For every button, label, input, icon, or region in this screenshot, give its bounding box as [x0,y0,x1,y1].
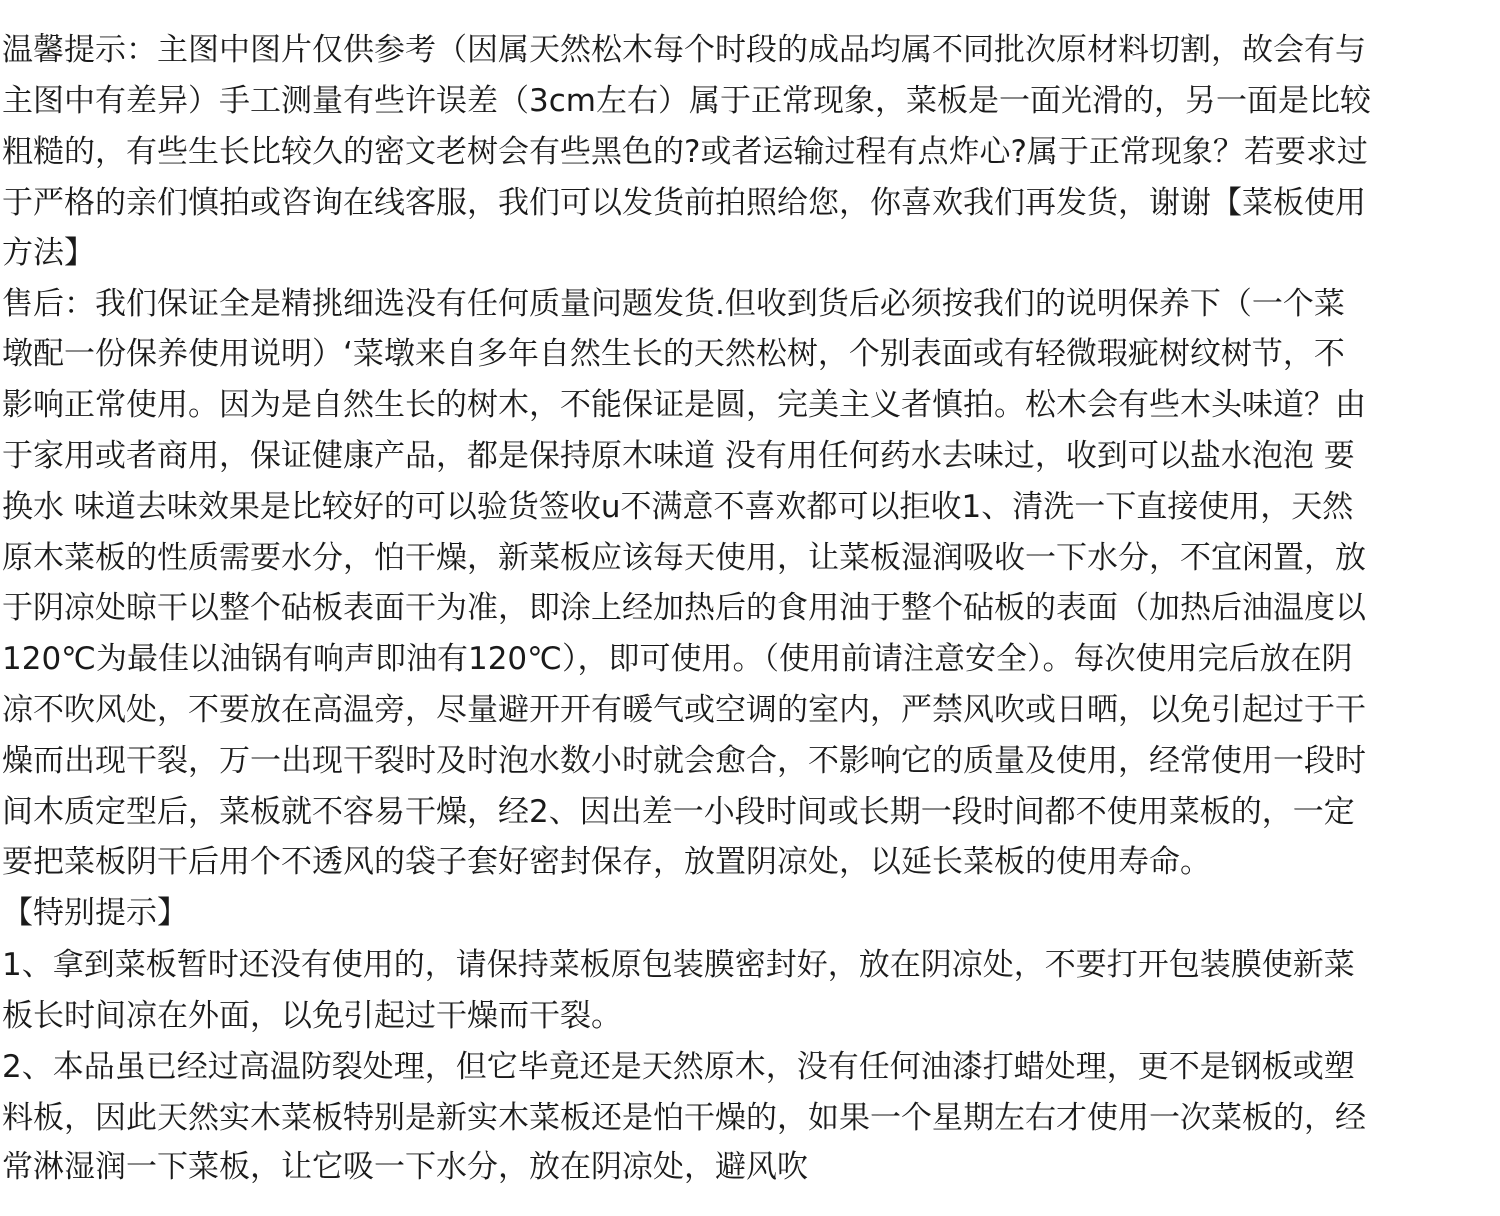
text-line: 温馨提示：主图中图片仅供参考（因属天然松木每个时段的成品均属不同批次原材料切割，故会有与 [2,32,1366,68]
text-line: 于严格的亲们慎拍或咨询在线客服，我们可以发货前拍照给您，你喜欢我们再发货，谢谢【菜板使用 [2,185,1366,221]
text-line: 板长时间凉在外面，以免引起过干燥而干裂。 [2,998,622,1034]
text-line: 粗糙的，有些生长比较久的密文老树会有些黑色的?或者运输过程有点炸心?属于正常现象？若要求过 [2,134,1368,170]
text-line: 于家用或者商用，保证健康产品，都是保持原木味道 没有用任何药水去味过，收到可以盐水泡泡 要 [2,438,1355,474]
text-line: 凉不吹风处，不要放在高温旁，尽量避开开有暖气或空调的室内，严禁风吹或日晒，以免引起过于干 [2,692,1366,728]
text-line: 换水 味道去味效果是比较好的可以验货签收u不满意不喜欢都可以拒收1、清洗一下直接使用，天然 [2,489,1354,525]
text-line: 要把菜板阴干后用个不透风的袋子套好密封保存，放置阴凉处，以延长菜板的使用寿命。 [2,844,1211,880]
text-line: 燥而出现干裂，万一出现干裂时及时泡水数小时就会愈合，不影响它的质量及使用，经常使用一段时 [2,743,1366,779]
text-line: 于阴凉处晾干以整个砧板表面干为准，即涂上经加热后的食用油于整个砧板的表面（加热后油温度以 [2,590,1366,626]
text-line: 常淋湿润一下菜板，让它吸一下水分，放在阴凉处，避风吹 [2,1149,808,1185]
text-line: 影响正常使用。因为是自然生长的树木，不能保证是圆，完美主义者慎拍。松木会有些木头味道？由 [2,387,1366,423]
text-line: 售后：我们保证全是精挑细选没有任何质量问题发货.但收到货后必须按我们的说明保养下（一个菜 [2,286,1345,322]
text-line: 原木菜板的性质需要水分，怕干燥，新菜板应该每天使用，让菜板湿润吸收一下水分，不宜闲置，放 [2,540,1366,576]
text-line: 方法】 [2,235,95,271]
text-line: 主图中有差异）手工测量有些许误差（3cm左右）属于正常现象，菜板是一面光滑的，另一面是比较 [2,83,1371,119]
section-heading: 【特别提示】 [2,895,188,931]
text-line: 间木质定型后，菜板就不容易干燥，经2、因出差一小段时间或长期一段时间都不使用菜板的，一定 [2,794,1355,830]
text-line: 墩配一份保养使用说明）‘菜墩来自多年自然生长的天然松树，个别表面或有轻微瑕疵树纹树节，不 [2,336,1345,372]
text-line: 1、拿到菜板暂时还没有使用的，请保持菜板原包装膜密封好，放在阴凉处，不要打开包装膜使新菜 [2,947,1355,983]
text-line: 2、本品虽已经过高温防裂处理，但它毕竟还是天然原木，没有任何油漆打蜡处理，更不是钢板或塑 [2,1049,1355,1085]
text-line: 120℃为最佳以油锅有响声即油有120℃），即可使用。（使用前请注意安全）。每次使用完后放在阴 [2,641,1353,677]
text-line: 料板，因此天然实木菜板特别是新实木菜板还是怕干燥的，如果一个星期左右才使用一次菜板的，经 [2,1100,1366,1136]
